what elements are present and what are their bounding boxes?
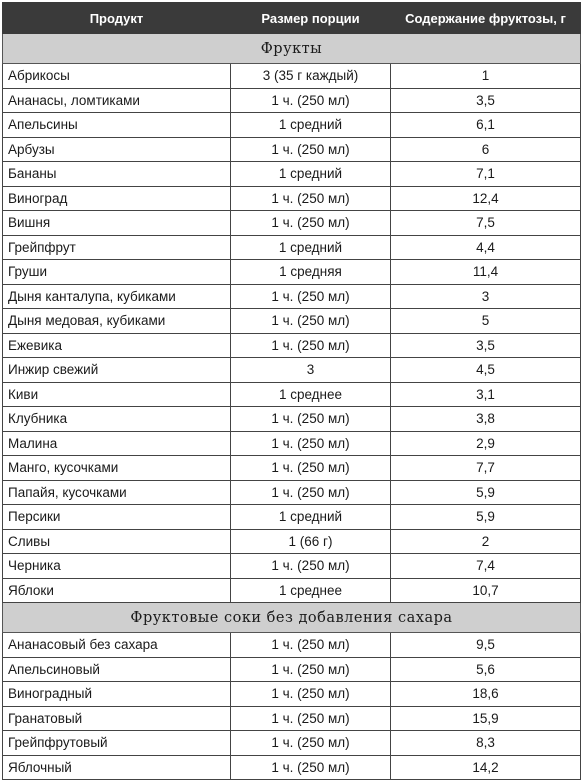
section-title: Фрукты bbox=[3, 34, 581, 64]
cell-product: Апельсиновый bbox=[3, 657, 231, 682]
table-row bbox=[3, 284, 581, 309]
cell-fructose: 5,6 bbox=[391, 657, 581, 682]
cell-fructose: 5 bbox=[391, 309, 581, 334]
cell-portion: 1 среднее bbox=[231, 578, 391, 603]
cell-fructose: 3,5 bbox=[391, 333, 581, 358]
cell-fructose: 7,1 bbox=[391, 162, 581, 187]
cell-portion: 1 ч. (250 мл) bbox=[231, 657, 391, 682]
cell-product: Манго, кусочками bbox=[3, 456, 231, 481]
cell-product: Грейпфрут bbox=[3, 235, 231, 260]
cell-fructose: 15,9 bbox=[391, 706, 581, 731]
section-header-row bbox=[3, 34, 581, 64]
cell-fructose: 5,9 bbox=[391, 480, 581, 505]
table-row bbox=[3, 309, 581, 334]
table-row bbox=[3, 113, 581, 138]
cell-portion: 1 ч. (250 мл) bbox=[231, 88, 391, 113]
cell-portion: 1 ч. (250 мл) bbox=[231, 480, 391, 505]
header-fructose: Содержание фруктозы, г bbox=[391, 3, 581, 34]
cell-portion: 1 ч. (250 мл) bbox=[231, 309, 391, 334]
cell-product: Апельсины bbox=[3, 113, 231, 138]
cell-portion: 1 ч. (250 мл) bbox=[231, 554, 391, 579]
cell-portion: 1 средний bbox=[231, 162, 391, 187]
cell-product: Грейпфрутовый bbox=[3, 731, 231, 756]
cell-product: Яблочный bbox=[3, 755, 231, 780]
cell-product: Черника bbox=[3, 554, 231, 579]
cell-fructose: 1 bbox=[391, 64, 581, 89]
cell-portion: 1 ч. (250 мл) bbox=[231, 682, 391, 707]
table-row bbox=[3, 682, 581, 707]
cell-portion: 1 ч. (250 мл) bbox=[231, 456, 391, 481]
table-row bbox=[3, 382, 581, 407]
cell-portion: 1 ч. (250 мл) bbox=[231, 333, 391, 358]
cell-product: Арбузы bbox=[3, 137, 231, 162]
cell-portion: 1 средняя bbox=[231, 260, 391, 285]
header-product: Продукт bbox=[3, 3, 231, 34]
cell-product: Ананасы, ломтиками bbox=[3, 88, 231, 113]
cell-portion: 3 (35 г каждый) bbox=[231, 64, 391, 89]
cell-product: Ананасовый без сахара bbox=[3, 633, 231, 658]
cell-product: Сливы bbox=[3, 529, 231, 554]
cell-product: Вишня bbox=[3, 211, 231, 236]
cell-portion: 1 ч. (250 мл) bbox=[231, 211, 391, 236]
fructose-table-container bbox=[2, 2, 580, 780]
cell-product: Дыня канталупа, кубиками bbox=[3, 284, 231, 309]
cell-fructose: 14,2 bbox=[391, 755, 581, 780]
cell-portion: 1 средний bbox=[231, 235, 391, 260]
cell-product: Киви bbox=[3, 382, 231, 407]
cell-product: Груши bbox=[3, 260, 231, 285]
cell-product: Дыня медовая, кубиками bbox=[3, 309, 231, 334]
table-row bbox=[3, 88, 581, 113]
table-row bbox=[3, 260, 581, 285]
cell-product: Абрикосы bbox=[3, 64, 231, 89]
cell-fructose: 4,5 bbox=[391, 358, 581, 383]
table-row bbox=[3, 480, 581, 505]
table-row bbox=[3, 578, 581, 603]
table-row bbox=[3, 64, 581, 89]
table-row bbox=[3, 505, 581, 530]
cell-fructose: 7,5 bbox=[391, 211, 581, 236]
cell-portion: 1 ч. (250 мл) bbox=[231, 407, 391, 432]
table-row bbox=[3, 235, 581, 260]
cell-fructose: 7,7 bbox=[391, 456, 581, 481]
table-row bbox=[3, 137, 581, 162]
table-row bbox=[3, 211, 581, 236]
cell-product: Гранатовый bbox=[3, 706, 231, 731]
cell-product: Виноград bbox=[3, 186, 231, 211]
cell-product: Виноградный bbox=[3, 682, 231, 707]
header-portion: Размер порции bbox=[231, 3, 391, 34]
cell-fructose: 6,1 bbox=[391, 113, 581, 138]
cell-product: Персики bbox=[3, 505, 231, 530]
cell-fructose: 10,7 bbox=[391, 578, 581, 603]
cell-fructose: 18,6 bbox=[391, 682, 581, 707]
cell-portion: 1 средний bbox=[231, 505, 391, 530]
cell-fructose: 7,4 bbox=[391, 554, 581, 579]
table-row bbox=[3, 755, 581, 780]
cell-portion: 1 среднее bbox=[231, 382, 391, 407]
table-row bbox=[3, 162, 581, 187]
cell-portion: 1 ч. (250 мл) bbox=[231, 137, 391, 162]
table-row bbox=[3, 456, 581, 481]
cell-fructose: 5,9 bbox=[391, 505, 581, 530]
section-title: Фруктовые соки без добавления сахара bbox=[3, 603, 581, 633]
cell-fructose: 3 bbox=[391, 284, 581, 309]
table-row bbox=[3, 529, 581, 554]
table-row bbox=[3, 186, 581, 211]
cell-portion: 1 ч. (250 мл) bbox=[231, 186, 391, 211]
cell-fructose: 12,4 bbox=[391, 186, 581, 211]
cell-portion: 1 ч. (250 мл) bbox=[231, 731, 391, 756]
table-row bbox=[3, 706, 581, 731]
cell-fructose: 3,8 bbox=[391, 407, 581, 432]
cell-portion: 1 ч. (250 мл) bbox=[231, 706, 391, 731]
table-row bbox=[3, 633, 581, 658]
cell-fructose: 4,4 bbox=[391, 235, 581, 260]
cell-fructose: 9,5 bbox=[391, 633, 581, 658]
cell-product: Ежевика bbox=[3, 333, 231, 358]
cell-portion: 1 ч. (250 мл) bbox=[231, 755, 391, 780]
fructose-table bbox=[2, 2, 581, 780]
cell-fructose: 6 bbox=[391, 137, 581, 162]
table-row bbox=[3, 554, 581, 579]
table-row bbox=[3, 407, 581, 432]
cell-product: Яблоки bbox=[3, 578, 231, 603]
cell-product: Клубника bbox=[3, 407, 231, 432]
cell-fructose: 2,9 bbox=[391, 431, 581, 456]
table-row bbox=[3, 358, 581, 383]
cell-portion: 1 ч. (250 мл) bbox=[231, 284, 391, 309]
cell-portion: 1 (66 г) bbox=[231, 529, 391, 554]
cell-portion: 1 ч. (250 мл) bbox=[231, 431, 391, 456]
table-row bbox=[3, 657, 581, 682]
section-header-row bbox=[3, 603, 581, 633]
table-row bbox=[3, 431, 581, 456]
cell-product: Бананы bbox=[3, 162, 231, 187]
table-row bbox=[3, 731, 581, 756]
cell-fructose: 3,1 bbox=[391, 382, 581, 407]
cell-product: Папайя, кусочками bbox=[3, 480, 231, 505]
cell-fructose: 3,5 bbox=[391, 88, 581, 113]
cell-product: Малина bbox=[3, 431, 231, 456]
table-row bbox=[3, 333, 581, 358]
cell-fructose: 8,3 bbox=[391, 731, 581, 756]
table-header-row bbox=[3, 3, 581, 34]
cell-fructose: 2 bbox=[391, 529, 581, 554]
cell-portion: 1 средний bbox=[231, 113, 391, 138]
cell-product: Инжир свежий bbox=[3, 358, 231, 383]
cell-portion: 3 bbox=[231, 358, 391, 383]
cell-fructose: 11,4 bbox=[391, 260, 581, 285]
cell-portion: 1 ч. (250 мл) bbox=[231, 633, 391, 658]
table-body bbox=[3, 34, 581, 780]
